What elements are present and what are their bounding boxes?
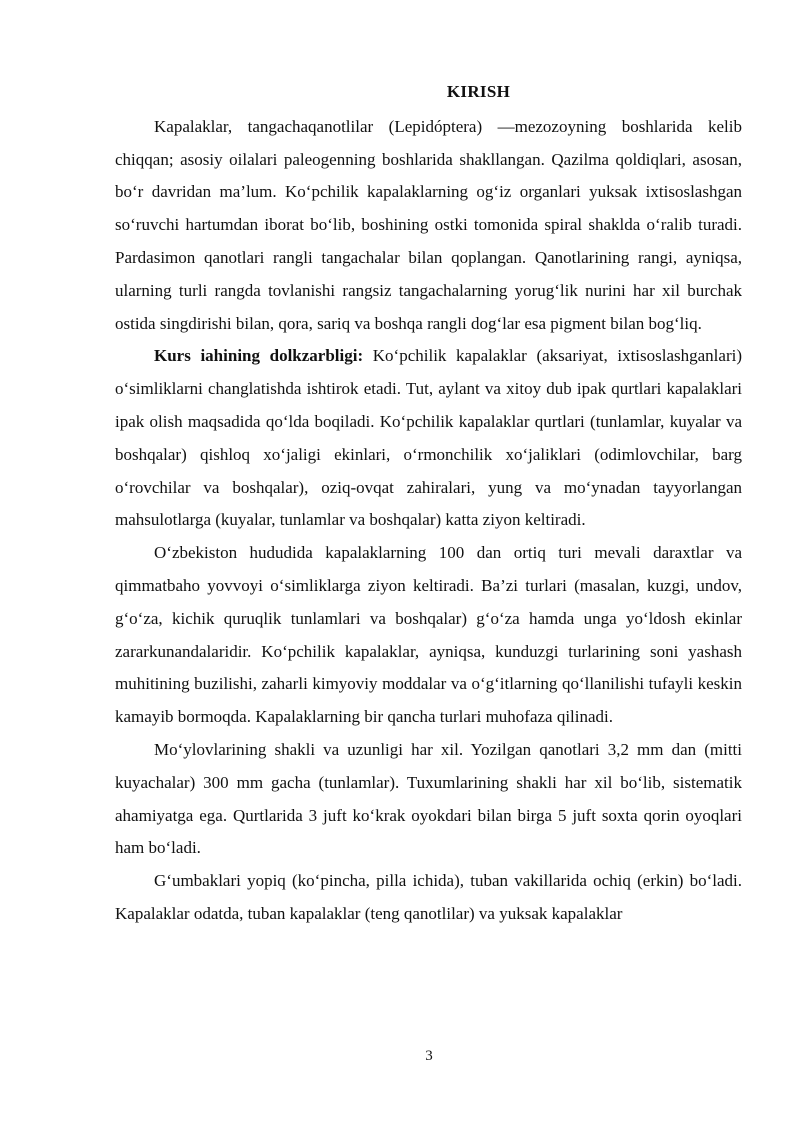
paragraph-antennae: Mo‘ylovlarining shakli va uzunligi har xil. Yozilgan qanotlari 3,2 mm dan (mitti kuyachalar) 300 mm gacha (tunlamlar). Tuxumlarining shakli har xil bo‘lib, sistematik ahamiyatga ega. Qurtlarida 3 juft ko‘krak oyokdari bilan birga 5 juft soxta qorin oyoqlari ham bo‘ladi.	[115, 739, 742, 858]
section-title: KIRISH	[446, 82, 511, 101]
paragraph-relevance	[115, 340, 742, 537]
relevance-heading: Kurs iahining dolkzarbligi:	[154, 346, 364, 366]
paragraph-pupae: G‘umbaklari yopiq (ko‘pincha, pilla ichida), tuban vakillarida ochiq (erkin) bo‘ladi. Kapalaklar odatda, tuban kapalaklar (teng qanotlilar) va yuksak kapalaklar	[115, 871, 742, 923]
paragraph-intro: Kapalaklar, tangachaqanotlilar (Lepidóptera) —mezozoyning boshlarida kelib chiqqan; asosiy oilalari paleogenning boshlarida shakllangan. Qazilma qoldiqlari, asosan, bo‘r davridan ma’lum. Ko‘pchilik kapalaklarning og‘iz organlari yuksak ixtisoslashgan so‘ruvchi hartumdan iborat bo‘lib, boshining ostki tomonida spiral shaklda o‘ralib turadi. Pardasimon qanotlari rangli tangachalar bilan qoplangan. Qanotlarining rangi, ayniqsa, ularning turli rangda tovlanishi rangsiz tangachalarning yorug‘lik nurini har xil burchak ostida singdirishi bilan, qora, sariq va boshqa rangli dog‘lar esa pigment bilan bog‘liq.	[115, 116, 742, 333]
page-number: 3	[425, 1048, 433, 1064]
paragraph-uzbekistan: O‘zbekiston hududida kapalaklarning 100 dan ortiq turi mevali daraxtlar va qimmatbaho yovvoyi o‘simliklarga ziyon keltiradi. Ba’zi turlari (masalan, kuzgi, undov, g‘o‘za, kichik quruqlik tunlamlari va boshqalar) g‘o‘za hamda unga yo‘ldosh ekinlar zararkunandalaridir. Ko‘pchilik kapalaklar, ayniqsa, kunduzgi turlarining soni yashash muhitining buzilishi, zaharli kimyoviy moddalar va o‘g‘itlarning qo‘llanilishi tufayli keskin kamayib bormoqda. Kapalaklarning bir qancha turlari muhofaza qilinadi.	[115, 543, 742, 727]
relevance-text: Ko‘pchilik kapalaklar (aksariyat, ixtisoslashganlari) o‘simliklarni changlatishda ishtirok etadi. Tut, aylant va xitoy dub ipak qurtlari kapalaklari ipak olish maqsadida qo‘lda boqiladi. Ko‘pchilik kapalaklar qurtlari (tunlamlar, kuyalar va boshqalar) qishloq xo‘jaligi ekinlari, o‘rmonchilik xo‘jaliklari (odimlovchilar, barg o‘rovchilar va boshqalar), oziq-ovqat zahiralari, yung va mo‘ynadan tayyorlangan mahsulotlarga (kuyalar, tunlamlar va boshqalar) katta ziyon keltiradi.	[115, 346, 742, 530]
